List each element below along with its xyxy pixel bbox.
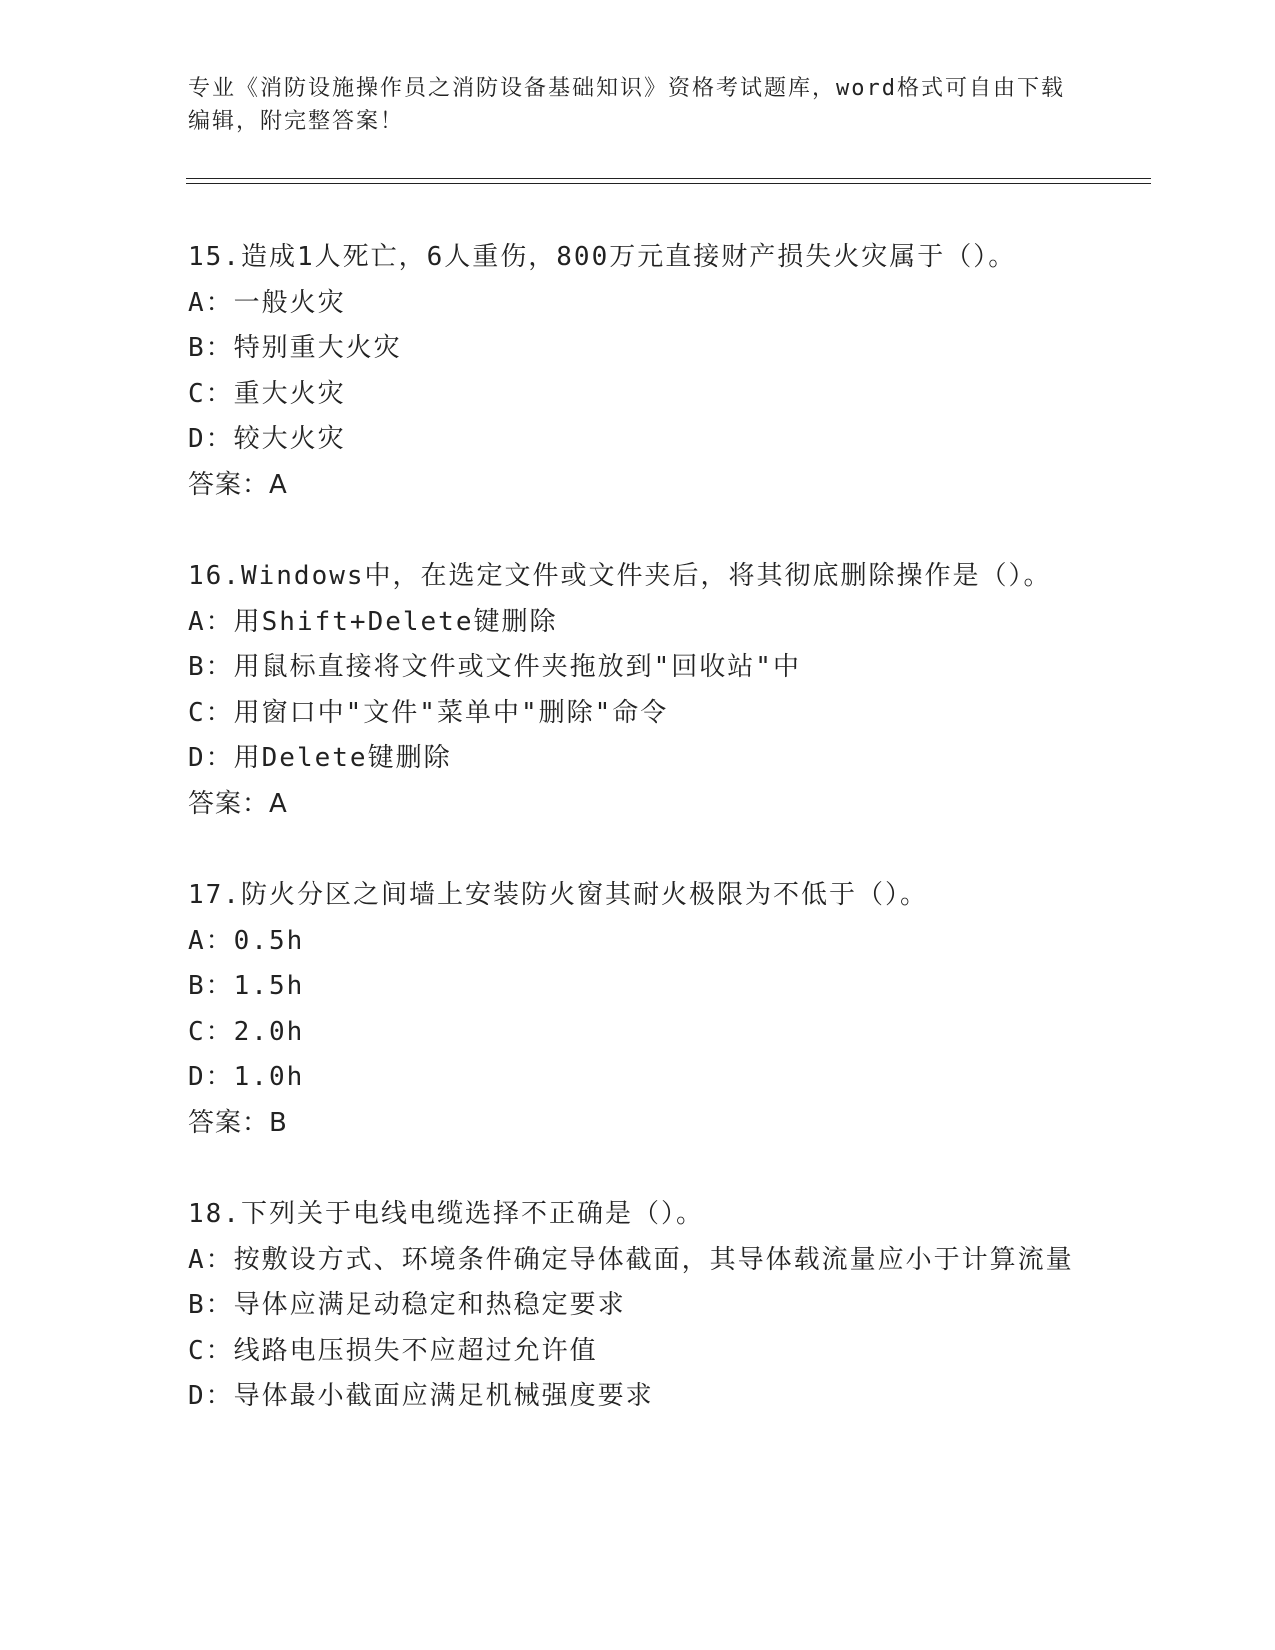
question-15 bbox=[188, 235, 1088, 508]
option-a: A：用Shift+Delete键删除 bbox=[188, 606, 558, 637]
option-b: B：导体应满足动稳定和热稳定要求 bbox=[188, 1290, 626, 1320]
option-c: C：线路电压损失不应超过允许值 bbox=[188, 1335, 598, 1366]
option-a: A：一般火灾 bbox=[188, 287, 346, 318]
option-a: A：按敷设方式、环境条件确定导体截面，其导体载流量应小于计算流量 bbox=[188, 1244, 1074, 1275]
question-stem: 18.下列关于电线电缆选择不正确是（）。 bbox=[188, 1199, 704, 1229]
question-stem: 15.造成1人死亡，6人重伤，800万元直接财产损失火灾属于（）。 bbox=[188, 242, 1017, 272]
question-17 bbox=[188, 873, 1088, 1146]
question-16 bbox=[188, 554, 1088, 827]
question-18 bbox=[188, 1192, 1088, 1420]
option-d: D：用Delete键删除 bbox=[188, 743, 452, 773]
option-b: B：用鼠标直接将文件或文件夹拖放到"回收站"中 bbox=[188, 652, 801, 682]
answer-line: 答案：B bbox=[188, 1107, 288, 1138]
question-stem: 16.Windows中，在选定文件或文件夹后，将其彻底删除操作是（）。 bbox=[188, 561, 1052, 591]
option-c: C：用窗口中"文件"菜单中"删除"命令 bbox=[188, 697, 669, 728]
option-c: C：2.0h bbox=[188, 1016, 305, 1047]
option-c: C：重大火灾 bbox=[188, 378, 346, 409]
option-d: D：1.0h bbox=[188, 1062, 305, 1092]
header-rule-bottom bbox=[186, 183, 1151, 184]
document-header: 专业《消防设施操作员之消防设备基础知识》资格考试题库，word格式可自由下载编辑，附完整答案！ bbox=[188, 76, 1065, 134]
option-b: B：1.5h bbox=[188, 971, 305, 1001]
header-rule-top bbox=[186, 178, 1151, 179]
answer-line: 答案：A bbox=[188, 788, 288, 819]
option-a: A：0.5h bbox=[188, 925, 305, 956]
answer-line: 答案：A bbox=[188, 469, 288, 500]
question-stem: 17.防火分区之间墙上安装防火窗其耐火极限为不低于（）。 bbox=[188, 880, 928, 910]
option-d: D：导体最小截面应满足机械强度要求 bbox=[188, 1381, 654, 1411]
option-d: D：较大火灾 bbox=[188, 424, 346, 454]
option-b: B：特别重大火灾 bbox=[188, 333, 402, 363]
